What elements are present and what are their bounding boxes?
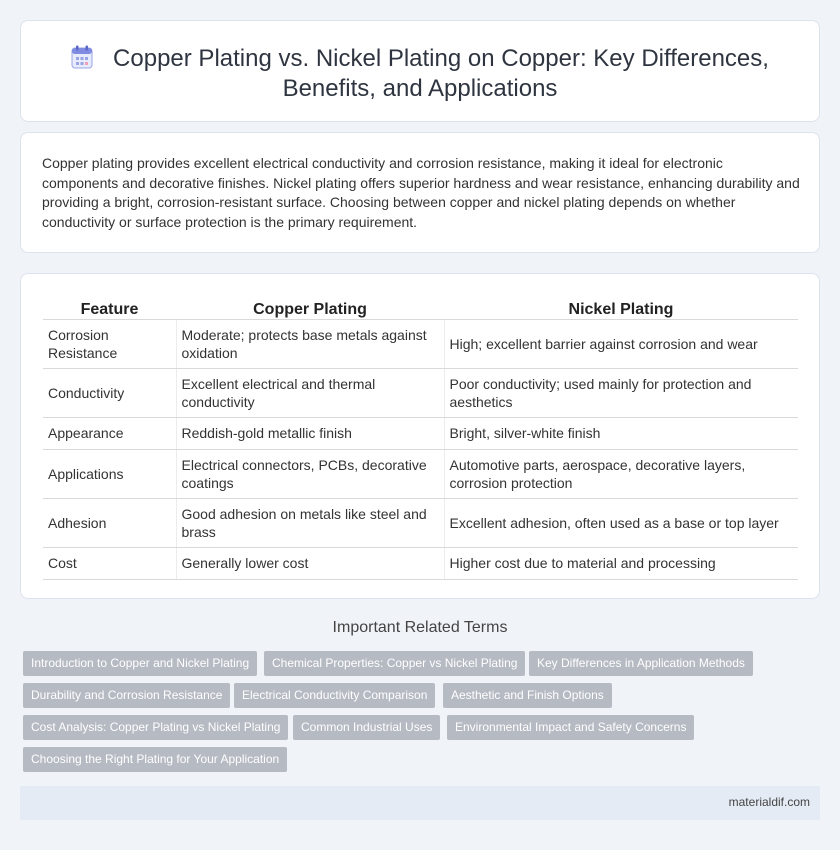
header-copper: Copper Plating xyxy=(176,296,444,319)
related-tag[interactable]: Durability and Corrosion Resistance xyxy=(23,683,230,708)
header-card xyxy=(20,20,820,122)
related-tag[interactable]: Introduction to Copper and Nickel Plating xyxy=(23,651,257,676)
table-row xyxy=(43,449,798,498)
related-tag[interactable]: Cost Analysis: Copper Plating vs Nickel Plating xyxy=(23,715,288,740)
page-title: Copper Plating vs. Nickel Plating on Copper: Key Differences, Benefits, and Applications xyxy=(113,45,769,102)
table-header-row xyxy=(43,296,798,319)
comparison-table xyxy=(43,296,798,580)
calendar-icon xyxy=(71,45,93,69)
table-row xyxy=(43,547,798,579)
intro-paragraph: Copper plating provides excellent electrical conductivity and corrosion resistance, making it ideal for electronic components and decorative finishes. Nickel plating offers superior hardness and wear resistance, enhancing durability and providing a bright, corrosion-resistant surface. Choosing between copper and nickel plating depends on whether conductivity or surface protection is the primary requirement. xyxy=(42,155,800,230)
feature-cell: Cost xyxy=(43,547,176,579)
feature-cell: Corrosion Resistance xyxy=(43,319,176,368)
copper-cell: Excellent electrical and thermal conductivity xyxy=(176,368,444,417)
copper-cell: Electrical connectors, PCBs, decorative coatings xyxy=(176,449,444,498)
feature-cell: Conductivity xyxy=(43,368,176,417)
related-tag[interactable]: Electrical Conductivity Comparison xyxy=(234,683,435,708)
nickel-cell: Bright, silver-white finish xyxy=(444,417,798,449)
intro-card xyxy=(20,132,820,253)
related-tag[interactable]: Environmental Impact and Safety Concerns xyxy=(447,715,694,740)
footer xyxy=(20,786,820,820)
related-terms-title: Important Related Terms xyxy=(332,619,508,636)
feature-cell: Adhesion xyxy=(43,498,176,547)
feature-cell: Applications xyxy=(43,449,176,498)
header-feature: Feature xyxy=(43,296,176,319)
table-row xyxy=(43,319,798,368)
nickel-cell: Excellent adhesion, often used as a base or top layer xyxy=(444,498,798,547)
copper-cell: Reddish-gold metallic finish xyxy=(176,417,444,449)
header-nickel: Nickel Plating xyxy=(444,296,798,319)
related-tag[interactable]: Aesthetic and Finish Options xyxy=(443,683,612,708)
feature-cell: Appearance xyxy=(43,417,176,449)
table-row xyxy=(43,417,798,449)
related-tag[interactable]: Chemical Properties: Copper vs Nickel Plating xyxy=(264,651,525,676)
related-tag[interactable]: Choosing the Right Plating for Your Application xyxy=(23,747,287,772)
copper-cell: Good adhesion on metals like steel and brass xyxy=(176,498,444,547)
nickel-cell: Automotive parts, aerospace, decorative layers, corrosion protection xyxy=(444,449,798,498)
comparison-card xyxy=(20,273,820,599)
related-tag[interactable]: Key Differences in Application Methods xyxy=(529,651,753,676)
copper-cell: Moderate; protects base metals against oxidation xyxy=(176,319,444,368)
nickel-cell: Higher cost due to material and processing xyxy=(444,547,798,579)
nickel-cell: High; excellent barrier against corrosion and wear xyxy=(444,319,798,368)
page-title-row xyxy=(21,44,819,104)
nickel-cell: Poor conductivity; used mainly for protection and aesthetics xyxy=(444,368,798,417)
table-row xyxy=(43,368,798,417)
table-row xyxy=(43,498,798,547)
related-tag[interactable]: Common Industrial Uses xyxy=(293,715,440,740)
footer-site-link[interactable]: materialdif.com xyxy=(728,795,810,809)
copper-cell: Generally lower cost xyxy=(176,547,444,579)
